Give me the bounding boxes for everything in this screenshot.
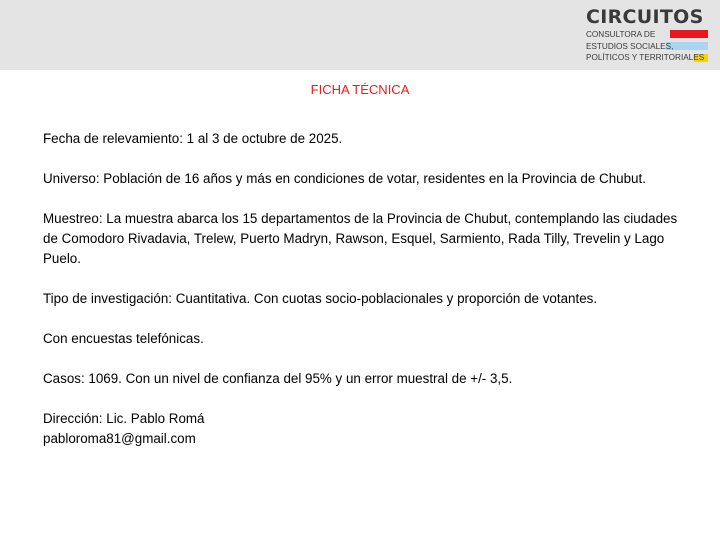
logo-tagline-1: CONSULTORA DE: [586, 30, 656, 39]
logo-wordmark: CIRCUITOS: [586, 6, 704, 28]
survey-date: Fecha de relevamiento: 1 al 3 de octubre de 2025.: [43, 131, 343, 146]
universe-description: Universo: Población de 16 años y más en condiciones de votar, residentes en la Provincia de Chubut.: [43, 171, 646, 186]
circuitos-logo: [586, 6, 710, 66]
page-title: FICHA TÉCNICA: [310, 82, 410, 97]
cases-description: Casos: 1069. Con un nivel de confianza del 95% y un error muestral de +/- 3,5.: [43, 371, 513, 386]
header-bar: [0, 0, 720, 70]
logo-red-bar: [670, 30, 708, 38]
logo-tagline-3: POLÍTICOS Y TERRITORIALES: [586, 53, 705, 62]
direction-label: Dirección: Lic. Pablo Romá: [43, 411, 205, 426]
direction-email: pabloroma81@gmail.com: [43, 431, 196, 446]
direction-block: [43, 409, 683, 449]
sampling-description: Muestreo: La muestra abarca los 15 departamentos de la Provincia de Chubut, contemplando las ciudades de Comodoro Rivadavia, Trelew, Puerto Madryn, Rawson, Esquel, Sarmiento, Rada Tilly, Trevelin y Lago Puelo.: [43, 211, 678, 266]
survey-method: Con encuestas telefónicas.: [43, 331, 204, 346]
logo-tagline-2: ESTUDIOS SOCIALES,: [586, 42, 674, 51]
technical-sheet-body: [43, 129, 683, 449]
research-type: Tipo de investigación: Cuantitativa. Con cuotas socio-poblacionales y proporción de votantes.: [43, 291, 598, 306]
